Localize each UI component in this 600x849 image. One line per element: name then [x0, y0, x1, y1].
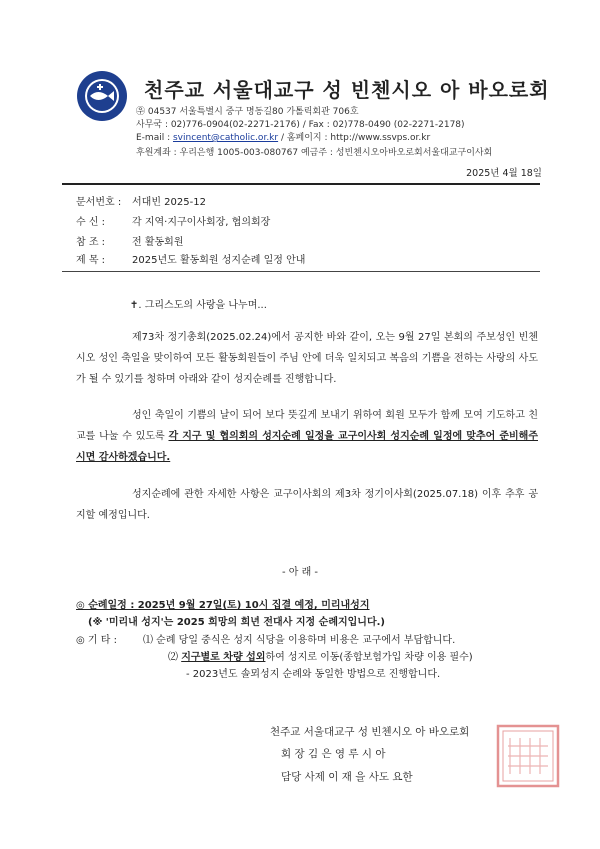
doc-number-value: 서대빈 2025-12	[132, 197, 206, 208]
subject-value: 2025년도 활동회원 성지순례 일정 안내	[132, 255, 306, 266]
schedule-line: ◎ 순례일정 : 2025년 9월 27일(토) 10시 집결 예정, 미리내성지	[76, 600, 370, 611]
paragraph-2	[76, 405, 538, 468]
etc-item-2-emphasis: 지구별로 차량 섭외	[181, 652, 266, 663]
address: ㉾ 04537 서울특별시 중구 명동길80 가톨릭회관 706호	[136, 107, 359, 117]
official-seal-stamp	[496, 724, 560, 788]
recipient-label: 수 신 :	[76, 217, 106, 228]
below-heading: - 아 래 -	[281, 567, 319, 578]
etc-item-2-number: ⑵	[168, 652, 182, 663]
reference-value: 전 활동회원	[132, 237, 184, 248]
email-link[interactable]: svincent@catholic.or.kr	[172, 133, 279, 143]
paragraph-1: 제73차 정기총회(2025.02.24)에서 공지한 바와 같이, 오는 9월 27일 본회의 주보성인 빈첸시오 성인 축일을 맞이하여 모든 활동회원들이 주님 안에 더욱 일치되고 복음의 기쁨을 전하는 사랑의 사도가 될 수 있기를 청하며 아래와 같이 성지순례를 진행합니다.	[76, 332, 538, 385]
reference	[76, 233, 183, 248]
etc-item-2	[168, 648, 473, 663]
signature-organization: 천주교 서울대교구 성 빈첸시오 아 바오로회	[270, 726, 470, 738]
etc-item-2-rest: 하여 성지로 이동(종합보험가입 차량 이용 필수)	[265, 652, 473, 663]
subject-label: 제 목 :	[76, 255, 106, 266]
recipient	[76, 213, 270, 228]
reference-label: 참 조 :	[76, 237, 106, 248]
etc-item-1: ⑴ 순례 당일 중식은 성지 식당을 이용하며 비용은 교구에서 부담합니다.	[143, 635, 456, 646]
greeting: ✝. 그리스도의 사랑을 나누며...	[130, 300, 267, 311]
meta-divider	[62, 271, 540, 272]
doc-number-label: 문서번호 :	[76, 197, 122, 208]
header-divider	[62, 183, 540, 185]
doc-number	[76, 193, 206, 208]
society-logo	[76, 70, 128, 122]
recipient-value: 각 지역·지구이사회장, 협의회장	[132, 217, 271, 228]
etc-item-3: - 2023년도 솔뫼성지 순례와 동일한 방법으로 진행합니다.	[186, 669, 441, 680]
email-label: E-mail :	[136, 133, 173, 143]
paragraph-3: 성지순례에 관한 자세한 사항은 교구이사회의 제3차 정기이사회(2025.07.18) 이후 추후 공지할 예정입니다.	[76, 489, 538, 521]
document-date: 2025년 4월 18일	[466, 168, 542, 179]
homepage[interactable]: / 홈페이지 : http://www.ssvps.or.kr	[278, 133, 431, 143]
signature-president: 회 장 김 은 영 루 시 아	[281, 748, 386, 760]
etc-label: ◎ 기 타 :	[76, 635, 117, 646]
paragraph-2-emphasis: 각 지구 및 협의회의 성지순례 일정을 교구이사회 성지순례 일정에 맞추어 준비해주시면 감사하겠습니다.	[76, 431, 538, 463]
phone-fax: 사무국 : 02)776-0904(02-2271-2176) / Fax : 02)778-0490 (02-2271-2178)	[136, 120, 465, 130]
paragraph-2-text: 성인 축일이 기쁨의 날이 되어 보다 뜻깊게 보내기 위하여 회원 모두가 함께 모여 기도하고 친교를 나눌 수 있도록	[76, 410, 538, 442]
signature-chaplain: 담당 사제 이 재 을 사도 요한	[281, 771, 413, 783]
schedule-note: (※ '미리내 성지'는 2025 희망의 희년 전대사 지정 순례지입니다.)	[88, 617, 385, 628]
organization-title: 천주교 서울대교구 성 빈첸시오 아 바오로회	[144, 78, 550, 102]
contact-line	[136, 130, 430, 143]
subject	[76, 251, 305, 266]
bank-account: 후원계좌 : 우리은행 1005-003-080767 예금주 : 성빈첸시오아바오로회서울대교구이사회	[136, 148, 493, 158]
